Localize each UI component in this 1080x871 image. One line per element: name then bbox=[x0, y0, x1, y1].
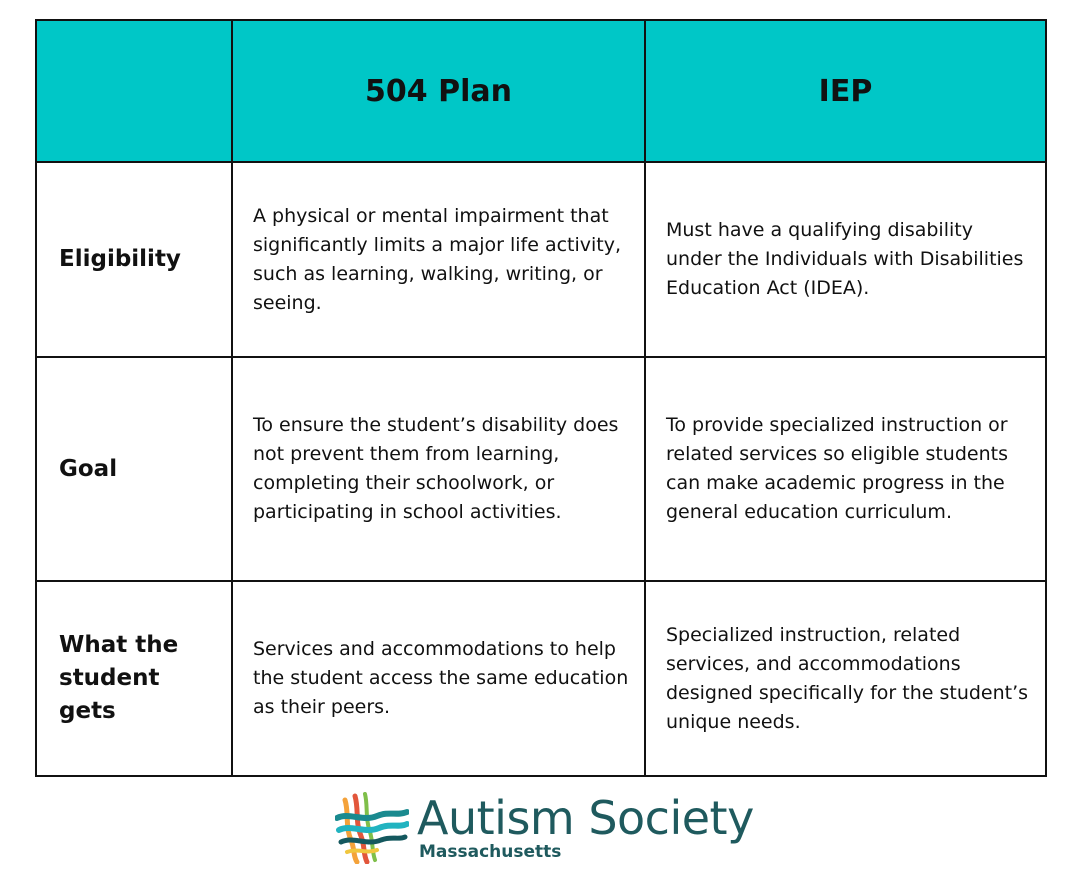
header-iep: IEP bbox=[645, 20, 1046, 162]
cell-504-eligibility: A physical or mental impairment that significantly limits a major life activity, such as learning, walking, writing, or seeing. bbox=[232, 162, 645, 357]
row-label-goal: Goal bbox=[36, 357, 232, 581]
autism-society-mark-icon bbox=[335, 792, 409, 864]
autism-society-logo bbox=[335, 790, 755, 864]
table-row-what-student-gets bbox=[36, 581, 1046, 776]
row-label-eligibility: Eligibility bbox=[36, 162, 232, 357]
cell-504-goal: To ensure the student’s disability does not prevent them from learning, completing their schoolwork, or participating in school activities. bbox=[232, 357, 645, 581]
header-corner-cell bbox=[36, 20, 232, 162]
header-504-plan: 504 Plan bbox=[232, 20, 645, 162]
logo-name: Autism Society bbox=[417, 791, 754, 845]
table-header-row bbox=[36, 20, 1046, 162]
comparison-table bbox=[35, 19, 1047, 777]
table-row-goal bbox=[36, 357, 1046, 581]
logo-subtitle: Massachusetts bbox=[419, 842, 562, 862]
cell-iep-eligibility: Must have a qualifying disability under the Individuals with Disabilities Education Act (IDEA). bbox=[645, 162, 1046, 357]
row-label-what-student-gets: What the student gets bbox=[36, 581, 232, 776]
cell-iep-goal: To provide specialized instruction or related services so eligible students can make academic progress in the general education curriculum. bbox=[645, 357, 1046, 581]
table-row-eligibility bbox=[36, 162, 1046, 357]
cell-504-what-student-gets: Services and accommodations to help the student access the same education as their peers. bbox=[232, 581, 645, 776]
cell-iep-what-student-gets: Specialized instruction, related services, and accommodations designed specifically for the student’s unique needs. bbox=[645, 581, 1046, 776]
